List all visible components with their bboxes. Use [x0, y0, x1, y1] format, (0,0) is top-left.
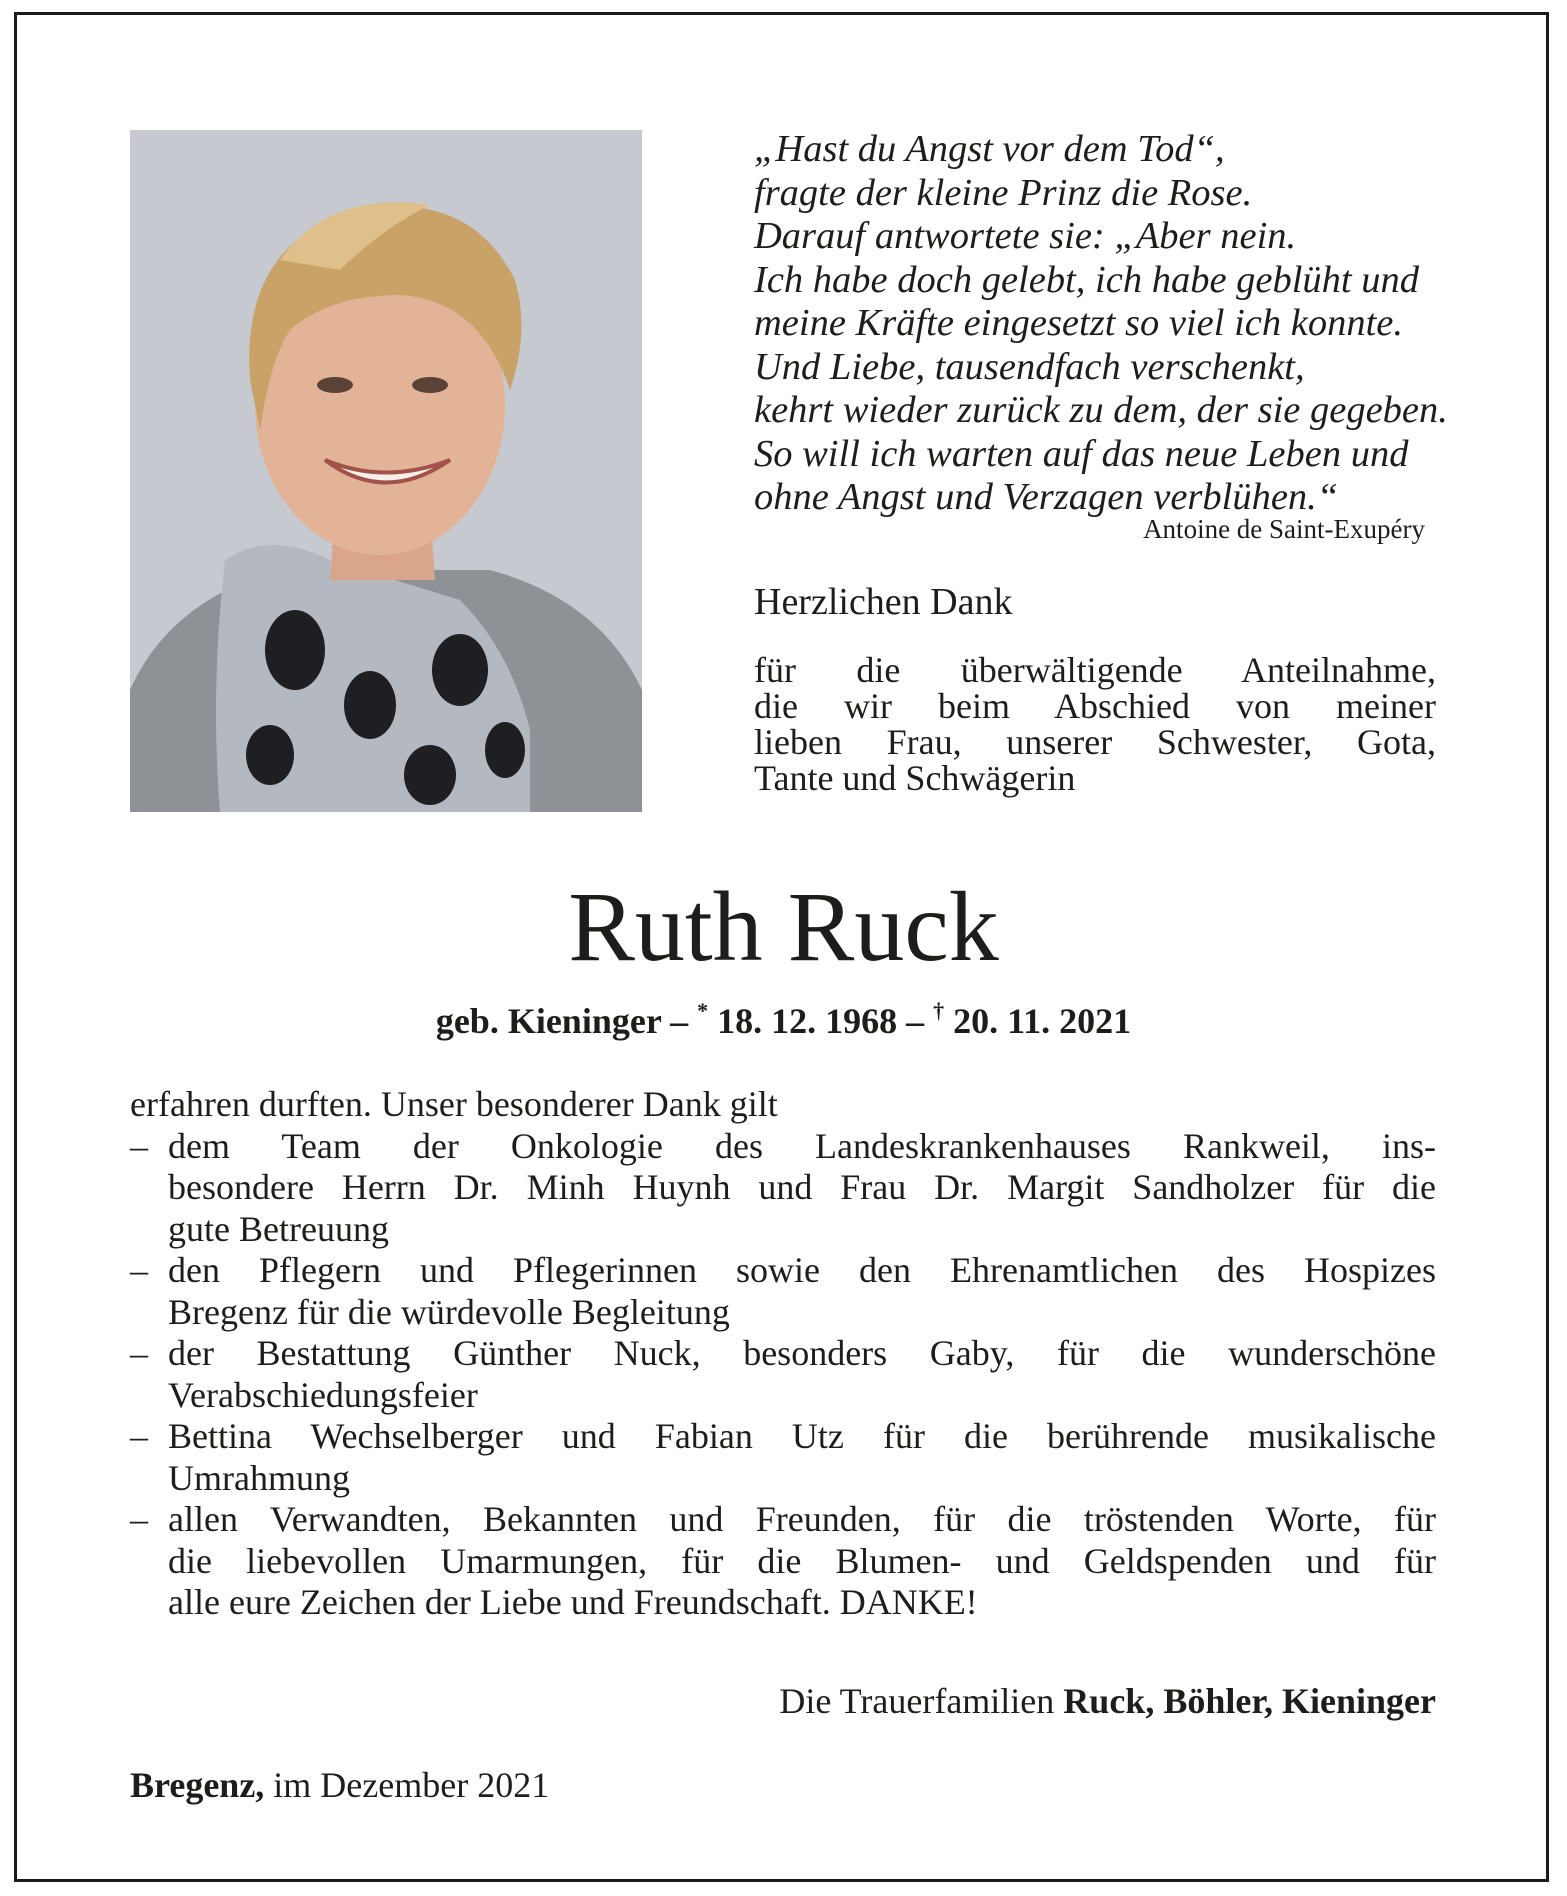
dash-bullet: –	[130, 1125, 148, 1166]
thanks-heading: Herzlichen Dank	[754, 581, 1013, 623]
item-line: allen Verwandten, Bekannten und Freunden, für die tröstenden Worte, für	[168, 1499, 1436, 1539]
quote-line: „Hast du Angst vor dem Tod“,	[754, 128, 1225, 170]
family-names: Ruck, Böhler, Kieninger	[1063, 1681, 1436, 1721]
item-line: Umrahmung	[168, 1457, 350, 1498]
list-item	[130, 1333, 1436, 1416]
quote-line: Darauf antwortete sie: „Aber nein.	[754, 215, 1297, 257]
quote-line: kehrt wieder zurück zu dem, der sie gegeben.	[754, 389, 1448, 431]
quote-line: fragte der kleine Prinz die Rose.	[754, 171, 1253, 214]
item-line: Verabschiedungsfeier	[168, 1374, 478, 1415]
dash-bullet: –	[130, 1416, 148, 1456]
quote-block	[754, 128, 1448, 520]
item-line: Bregenz für die würdevolle Begleitung	[168, 1291, 730, 1332]
thanks-line: die wir beim Abschied von meiner	[754, 686, 1436, 726]
item-line: gute Betreuung	[168, 1208, 389, 1249]
item-line: alle eure Zeichen der Liebe und Freundschaft. DANKE!	[168, 1582, 978, 1622]
birth-date: 18. 12. 1968 –	[708, 1001, 934, 1041]
quote-line: meine Kräfte eingesetzt so viel ich konnte.	[754, 302, 1403, 344]
list-item	[130, 1416, 1436, 1499]
thanks-text	[754, 652, 1436, 796]
place-date	[130, 1764, 549, 1806]
thanks-line: für die überwältigende Anteilnahme,	[754, 650, 1436, 690]
quote-line: Ich habe doch gelebt, ich habe geblüht und	[754, 258, 1420, 301]
thanks-body	[130, 1084, 1436, 1624]
thanks-line: Tante und Schwägerin	[754, 758, 1076, 798]
body-intro: erfahren durften. Unser besonderer Dank gilt	[130, 1084, 778, 1124]
list-item	[130, 1126, 1436, 1251]
item-line: den Pflegern und Pflegerinnen sowie den Ehrenamtlichen des Hospizes	[168, 1250, 1436, 1290]
list-item	[130, 1250, 1436, 1333]
item-line: die liebevollen Umarmungen, für die Blumen- und Geldspenden und für	[168, 1540, 1436, 1581]
dash-bullet: –	[130, 1250, 148, 1290]
life-dates	[0, 1000, 1567, 1042]
item-line: besondere Herrn Dr. Minh Huynh und Frau Dr. Margit Sandholzer für die	[168, 1167, 1436, 1207]
death-symbol: †	[933, 998, 945, 1023]
portrait-illustration	[130, 130, 642, 812]
item-line: dem Team der Onkologie des Landeskrankenhauses Rankweil, ins-	[168, 1125, 1436, 1166]
born-prefix: geb. Kieninger –	[435, 1001, 698, 1041]
quote-line: So will ich warten auf das neue Leben und	[754, 432, 1409, 475]
dash-bullet: –	[130, 1333, 148, 1373]
birth-symbol: *	[697, 998, 709, 1023]
item-line: Bettina Wechselberger und Fabian Utz für die berührende musikalische	[168, 1416, 1436, 1456]
thanks-line: lieben Frau, unserer Schwester, Gota,	[754, 722, 1436, 762]
death-date: 20. 11. 2021	[944, 1001, 1132, 1041]
portrait-photo	[130, 130, 642, 812]
quote-line: Und Liebe, tausendfach verschenkt,	[754, 345, 1305, 388]
place-city: Bregenz,	[130, 1765, 265, 1805]
dash-bullet: –	[130, 1499, 148, 1539]
deceased-name: Ruth Ruck	[568, 871, 999, 982]
quote-line: ohne Angst und Verzagen verblühen.“	[754, 476, 1339, 518]
place-date-text: im Dezember 2021	[264, 1765, 550, 1805]
item-line: der Bestattung Günther Nuck, besonders Gaby, für die wunderschöne	[168, 1333, 1436, 1373]
mourning-families	[779, 1680, 1436, 1722]
quote-author: Antoine de Saint-Exupéry	[1143, 514, 1425, 544]
list-item	[130, 1499, 1436, 1624]
family-prefix: Die Trauerfamilien	[779, 1681, 1064, 1721]
